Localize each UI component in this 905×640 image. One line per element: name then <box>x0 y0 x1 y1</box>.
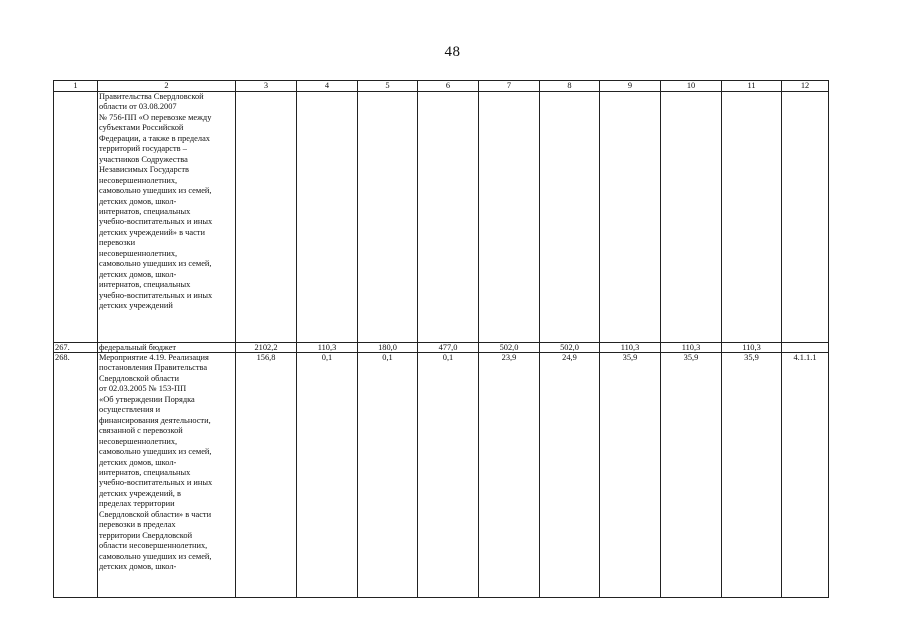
row-value <box>540 92 600 343</box>
description-line: перевозки в пределах <box>99 520 176 530</box>
description-line: осуществления и <box>99 405 161 415</box>
column-header: 10 <box>661 81 722 92</box>
row-number: 268. <box>54 353 98 598</box>
description-line: интернатов, специальных <box>99 467 191 477</box>
description-line: интернатов, специальных <box>99 280 191 290</box>
row-description <box>98 92 236 343</box>
row-value <box>600 92 661 343</box>
row-value: 0,1 <box>358 353 418 598</box>
row-value <box>722 92 782 343</box>
description-line: детских домов, школ- <box>99 562 177 572</box>
description-line: участников Содружества <box>99 154 188 164</box>
row-goal-code <box>782 92 829 343</box>
column-number-row <box>54 81 829 92</box>
description-line: самовольно ушедших из семей, <box>99 259 212 269</box>
description-line: субъектами Российской <box>99 123 184 133</box>
table-row <box>54 92 829 343</box>
column-header: 3 <box>236 81 297 92</box>
description-line: детских домов, школ- <box>99 196 177 206</box>
description-line: области от 03.08.2007 <box>99 102 177 112</box>
row-number <box>54 92 98 343</box>
column-header: 6 <box>418 81 479 92</box>
row-description <box>98 353 236 598</box>
row-value: 110,3 <box>661 343 722 353</box>
description-line: территории Свердловской <box>99 530 193 540</box>
row-value: 35,9 <box>600 353 661 598</box>
column-header: 2 <box>98 81 236 92</box>
row-goal-code: 4.1.1.1 <box>782 353 829 598</box>
description-line: Федерации, а также в пределах <box>99 133 210 143</box>
row-value <box>358 92 418 343</box>
row-value <box>661 92 722 343</box>
row-number: 267. <box>54 343 98 353</box>
row-value: 502,0 <box>479 343 540 353</box>
description-line: детских учреждений <box>99 301 173 311</box>
description-line: детских домов, школ- <box>99 269 177 279</box>
row-value: 23,9 <box>479 353 540 598</box>
description-line: детских учреждений» в части <box>99 227 205 237</box>
description-line: учебно-воспитательных и иных <box>99 478 213 488</box>
description-line: Свердловской области <box>99 373 179 383</box>
column-header: 1 <box>54 81 98 92</box>
row-value <box>297 92 358 343</box>
column-header: 11 <box>722 81 782 92</box>
row-value: 502,0 <box>540 343 600 353</box>
column-header: 9 <box>600 81 661 92</box>
description-line: финансирования деятельности, <box>99 415 211 425</box>
description-line: детских домов, школ- <box>99 457 177 467</box>
description-line: несовершеннолетних, <box>99 248 178 258</box>
row-description <box>98 343 236 353</box>
column-header: 8 <box>540 81 600 92</box>
row-value <box>418 92 479 343</box>
description-line: несовершеннолетних, <box>99 175 178 185</box>
column-header: 4 <box>297 81 358 92</box>
row-value: 35,9 <box>722 353 782 598</box>
description-line: Независимых Государств <box>99 165 190 175</box>
row-value: 2102,2 <box>236 343 297 353</box>
description-line: Правительства Свердловской <box>99 92 204 101</box>
row-value: 0,1 <box>418 353 479 598</box>
row-value: 110,3 <box>722 343 782 353</box>
description-line: несовершеннолетних, <box>99 436 178 446</box>
description-line: связанной с перевозкой <box>99 426 183 436</box>
description-line: интернатов, специальных <box>99 206 191 216</box>
description-line: Свердловской области» в части <box>99 509 212 519</box>
description-line: Мероприятие 4.19. Реализация <box>99 353 209 362</box>
description-line: самовольно ушедших из семей, <box>99 551 212 561</box>
description-line: № 756-ПП «О перевозке между <box>99 112 212 122</box>
description-line: самовольно ушедших из семей, <box>99 447 212 457</box>
row-value: 0,1 <box>297 353 358 598</box>
row-value: 180,0 <box>358 343 418 353</box>
description-line: территорий государств – <box>99 144 187 154</box>
row-goal-code <box>782 343 829 353</box>
description-line: «Об утверждении Порядка <box>99 394 195 404</box>
budget-table <box>53 80 829 598</box>
description-line: учебно-воспитательных и иных <box>99 217 213 227</box>
row-value: 35,9 <box>661 353 722 598</box>
description-line: перевозки <box>99 238 136 248</box>
description-line: самовольно ушедших из семей, <box>99 186 212 196</box>
column-header: 12 <box>782 81 829 92</box>
description-line: федеральный бюджет <box>99 343 177 352</box>
row-value: 24,9 <box>540 353 600 598</box>
row-value <box>479 92 540 343</box>
description-line: постановления Правительства <box>99 363 208 373</box>
row-value: 110,3 <box>600 343 661 353</box>
description-line: области несовершеннолетних, <box>99 541 208 551</box>
table-row <box>54 343 829 353</box>
column-header: 7 <box>479 81 540 92</box>
row-value: 156,8 <box>236 353 297 598</box>
description-line: пределах территории <box>99 499 175 509</box>
description-line: от 02.03.2005 № 153-ПП <box>99 384 187 394</box>
row-value: 110,3 <box>297 343 358 353</box>
page-number: 48 <box>444 44 461 60</box>
description-line: детских учреждений, в <box>99 488 181 498</box>
row-value: 477,0 <box>418 343 479 353</box>
table-row <box>54 353 829 598</box>
description-line: учебно-воспитательных и иных <box>99 290 213 300</box>
column-header: 5 <box>358 81 418 92</box>
row-value <box>236 92 297 343</box>
